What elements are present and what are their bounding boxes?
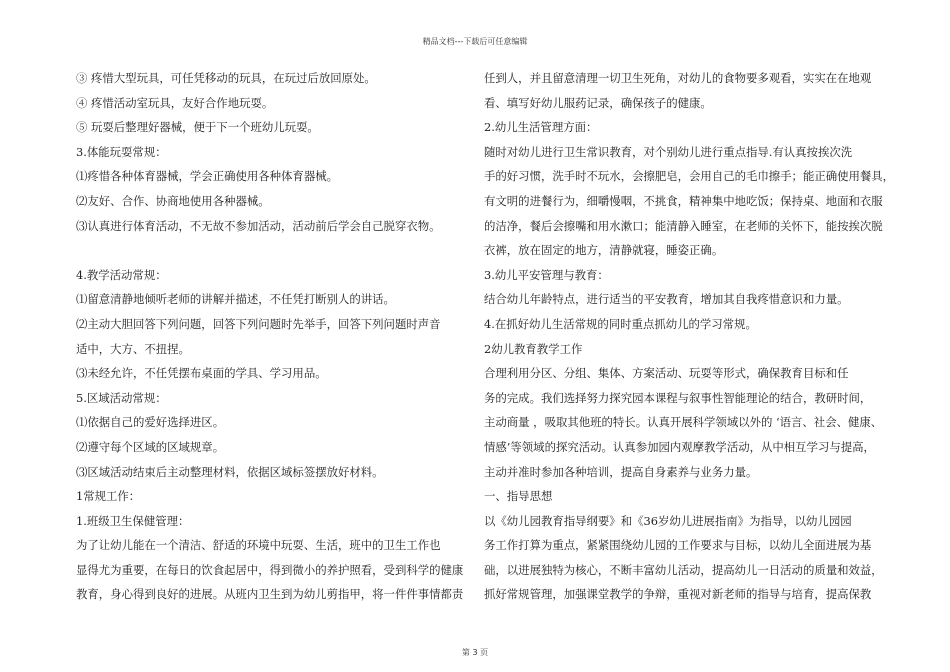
text-line: 1常规工作：: [76, 489, 141, 504]
text-line: ④ 疼惜活动室玩具，友好合作地玩耍。: [76, 95, 274, 110]
text-line: 为了让幼儿能在一个清洁、舒适的环境中玩耍、生活，班中的卫生工作也: [76, 538, 441, 553]
text-line: 任到人，并且留意清理一切卫生死角，对幼儿的食物要多观看，实实在在地观: [484, 71, 872, 85]
text-line: 以《幼儿园教育指导纲要》和《36岁幼儿进展指南》为指导，以幼儿园园: [484, 513, 852, 528]
text-line: ⑴留意清静地倾听老师的讲解并描述，不任凭打断别人的讲话。: [76, 292, 395, 307]
text-line: ⑶未经允许，不任凭摆布桌面的学具、学习用品。: [76, 366, 327, 381]
text-line: ⑵主动大胆回答下列问题，回答下列问题时先举手，回答下列问题时声音: [76, 316, 441, 331]
text-line: 结合幼儿年龄特点，进行适当的平安教育，增加其自我疼惜意识和力量。: [484, 292, 849, 307]
right-text-column: [484, 66, 895, 607]
text-line: ⑶区域活动结束后主动整理材料，依据区域标签摆放好材料。: [76, 464, 384, 479]
text-line: 情感’等领域的探究活动。认真参加园内观摩教学活动，从中相互学习与提高，: [484, 439, 875, 454]
text-line: ⑵友好、合作、协商地使用各种器械。: [76, 193, 270, 208]
text-line: 教育，身心得到良好的进展。从班内卫生到为幼儿剪指甲，将一件件事情都责: [76, 587, 464, 602]
text-line: 1.班级卫生保健管理：: [76, 513, 190, 528]
text-line: ③ 疼惜大型玩具，可任凭移动的玩具，在玩过后放回原处。: [76, 71, 376, 85]
text-line: 手的好习惯，洗手时不玩水，会擦肥皂，会用自己的毛巾擦手；能正确使用餐具，: [484, 169, 895, 184]
text-line: ⑤ 玩耍后整理好器械，便于下一个班幼儿玩耍。: [76, 120, 319, 135]
text-line: 5.区域活动常规：: [76, 390, 167, 405]
page-number: 第 3 页: [461, 648, 489, 657]
text-line: 4.教学活动常规：: [76, 267, 167, 282]
page-header: 精品文档---下载后可任意编辑: [422, 37, 528, 46]
text-line: 主动商量 ，吸取其他班的特长。认真开展科学领域以外的 ‘语言、社会、健康、: [484, 415, 883, 430]
text-line: 有文明的进餐行为，细嚼慢咽，不挑食，精神集中地吃饭；保持桌、地面和衣服: [484, 193, 883, 208]
blank-line: [76, 238, 468, 263]
left-text-column: [76, 66, 468, 607]
text-line: 的洁净，餐后会擦嘴和用水漱口；能清静入睡室，在老师的关怀下，能按挨次脱: [484, 218, 883, 233]
text-line: ⑵遵守每个区域的区域规章。: [76, 439, 225, 454]
text-line: 衣裤，放在固定的地方，清静就寝，睡姿正确。: [484, 243, 724, 258]
text-line: 础，以进展独特为核心，不断丰富幼儿活动，提高幼儿一日活动的质量和效益，: [484, 562, 883, 577]
text-line: 主动并准时参加各种培训，提高自身素养与业务力量。: [484, 464, 758, 479]
text-line: 2.幼儿生活管理方面：: [484, 120, 598, 135]
text-line: 2幼儿教育教学工作: [484, 341, 583, 356]
text-line: ⑴疼惜各种体育器械，学会正确使用各种体育器械。: [76, 169, 338, 184]
text-line: 显得尤为重要，在每日的饮食起居中，得到微小的养护照看，受到科学的健康: [76, 562, 464, 577]
text-line: 一、指导思想: [484, 489, 553, 504]
text-line: 适中，大方、不扭捏。: [76, 341, 190, 356]
text-line: 抓好常规管理，加强课堂教学的争辩，重视对新老师的指导与培育，提高保教: [484, 587, 872, 602]
text-line: 合理利用分区、分组、集体、方案活动、玩耍等形式，确保教育目标和任: [484, 366, 849, 381]
text-line: 3.幼儿平安管理与教育：: [484, 267, 609, 282]
text-line: 随时对幼儿进行卫生常识教育，对个别幼儿进行重点指导.有认真按挨次洗: [484, 144, 853, 159]
text-line: 务工作打算为重点，紧紧围绕幼儿园的工作要求与目标，以幼儿全面进展为基: [484, 538, 872, 553]
text-line: ⑶认真进行体育活动，不无故不参加活动，活动前后学会自己脱穿衣物。: [76, 218, 441, 233]
text-line: 3.体能玩耍常规：: [76, 144, 167, 159]
text-line: ⑴依据自己的爱好选择进区。: [76, 415, 225, 430]
text-line: 4.在抓好幼儿生活常规的同时重点抓幼儿的学习常规。: [484, 316, 757, 331]
text-line: 务的完成。我们选择努力探究园本课程与叙事性智能理论的结合，教研时间，: [484, 390, 872, 405]
text-line: 看、填写好幼儿服药记录，确保孩子的健康。: [484, 95, 712, 110]
